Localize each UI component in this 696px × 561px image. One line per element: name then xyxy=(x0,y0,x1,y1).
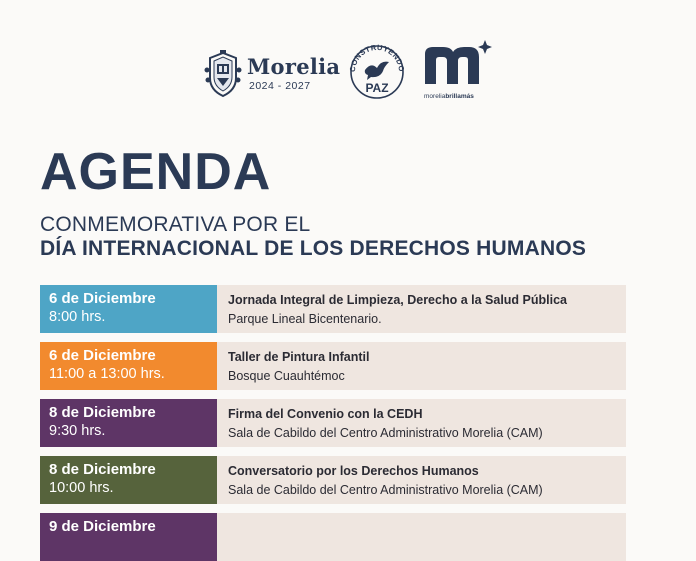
event-title: Firma del Convenio con la CEDH xyxy=(228,407,423,421)
agenda-row xyxy=(40,285,626,333)
event-time: 11:00 a 13:00 hrs. xyxy=(49,366,165,382)
dove-icon xyxy=(365,62,389,80)
event-title: Taller de Pintura Infantil xyxy=(228,350,370,364)
event-place: Sala de Cabildo del Centro Administrativo Morelia (CAM) xyxy=(228,426,543,440)
page-title: AGENDA xyxy=(40,143,272,201)
event-title: Jornada Integral de Limpieza, Derecho a la Salud Pública xyxy=(228,293,567,307)
construyendo-paz-logo xyxy=(347,40,407,100)
m-star-icon xyxy=(421,38,493,88)
city-crest-icon xyxy=(204,50,242,98)
paz-word: PAZ xyxy=(365,81,389,95)
event-date: 8 de Diciembre xyxy=(49,461,156,478)
event-place: Sala de Cabildo del Centro Administrativo Morelia (CAM) xyxy=(228,483,543,497)
event-info xyxy=(217,285,626,333)
event-info xyxy=(217,342,626,390)
logo-bar xyxy=(0,38,696,108)
morelia-logo-years: 2024 - 2027 xyxy=(249,80,311,92)
event-date: 6 de Diciembre xyxy=(49,290,156,307)
date-box xyxy=(40,285,217,333)
date-box xyxy=(40,513,217,561)
event-place: Bosque Cuauhtémoc xyxy=(228,369,345,383)
brand-tag-plain: morelia xyxy=(424,93,446,100)
event-time: 9:30 hrs. xyxy=(49,423,106,439)
morelia-brilla-mas-logo xyxy=(421,38,493,108)
event-time: 8:00 hrs. xyxy=(49,309,106,325)
morelia-logo xyxy=(204,50,340,98)
event-time: 10:00 hrs. xyxy=(49,480,114,496)
event-info xyxy=(217,399,626,447)
agenda-row xyxy=(40,513,626,561)
agenda-row xyxy=(40,399,626,447)
event-date: 6 de Diciembre xyxy=(49,347,156,364)
event-info xyxy=(217,456,626,504)
date-box xyxy=(40,342,217,390)
subtitle-line-1: CONMEMORATIVA POR EL xyxy=(40,213,311,236)
morelia-logo-name: Morelia xyxy=(247,54,341,79)
agenda-row xyxy=(40,456,626,504)
agenda-row xyxy=(40,342,626,390)
subtitle-line-2: DÍA INTERNACIONAL DE LOS DERECHOS HUMANOS xyxy=(40,237,587,260)
brand-tagline xyxy=(424,93,474,100)
event-date: 8 de Diciembre xyxy=(49,404,156,421)
event-date: 9 de Diciembre xyxy=(49,518,156,535)
date-box xyxy=(40,399,217,447)
paz-arc-text: CONSTRUYENDO xyxy=(347,42,407,73)
event-info xyxy=(217,513,626,561)
brand-tag-bold: brillamás xyxy=(445,93,474,100)
date-box xyxy=(40,456,217,504)
svg-text:CONSTRUYENDO xyxy=(348,43,406,72)
event-place: Parque Lineal Bicentenario. xyxy=(228,312,382,326)
event-title: Conversatorio por los Derechos Humanos xyxy=(228,464,479,478)
